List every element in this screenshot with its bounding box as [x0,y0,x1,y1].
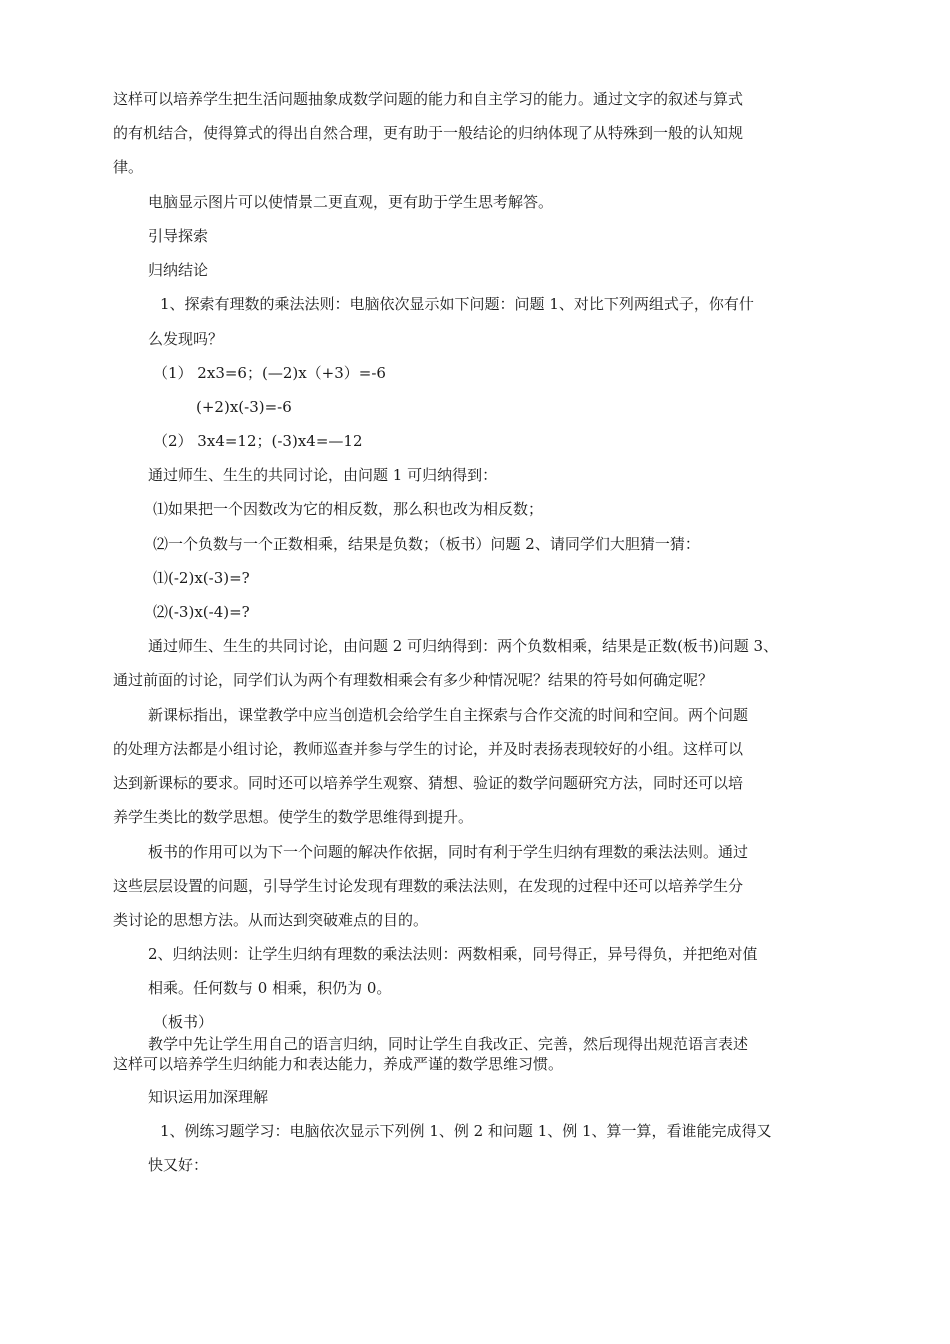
paragraph-line: 1、探索有理数的乘法法则：电脑依次显示如下问题：问题 1、对比下列两组式子，你有什 [160,295,754,313]
paragraph-line: 的有机结合，使得算式的得出自然合理，更有助于一般结论的归纳体现了从特殊到一般的认知规 [113,124,744,142]
paragraph-line: 通过师生、生生的共同讨论，由问题 2 可归纳得到：两个负数相乘，结果是正数(板书)问题 3、 [148,637,779,655]
paragraph-line: 这样可以培养学生把生活问题抽象成数学问题的能力和自主学习的能力。通过文字的叙述与算式 [113,90,744,108]
paragraph-line: 通过前面的讨论，同学们认为两个有理数相乘会有多少种情况呢？结果的符号如何确定呢？ [113,671,714,689]
board-note: （板书） [153,1013,214,1031]
section-heading: 知识运用加深理解 [148,1088,269,1106]
paragraph-line: 相乘。任何数与 0 相乘，积仍为 0。 [148,979,392,997]
paragraph-line: 通过师生、生生的共同讨论，由问题 1 可归纳得到： [148,466,498,484]
paragraph-line: 1、例练习题学习：电脑依次显示下列例 1、例 2 和问题 1、例 1、算一算，看谁能完成得又 [160,1122,772,1140]
formula-line: （1） 2x3=6；(—2)x（+3）=-6 [153,364,386,382]
paragraph-line: 板书的作用可以为下一个问题的解决作依据，同时有利于学生归纳有理数的乘法法则。通过 [148,843,749,861]
paragraph-line: 达到新课标的要求。同时还可以培养学生观察、猜想、验证的数学问题研究方法，同时还可以培 [113,774,744,792]
paragraph-line: 电脑显示图片可以使情景二更直观，更有助于学生思考解答。 [148,193,554,211]
list-item: ⑵一个负数与一个正数相乘，结果是负数；（板书）问题 2、请同学们大胆猜一猜： [153,535,700,553]
paragraph-line: 新课标指出，课堂教学中应当创造机会给学生自主探索与合作交流的时间和空间。两个问题 [148,706,749,724]
paragraph-line: 快又好： [148,1156,209,1174]
section-heading: 归纳结论 [148,261,209,279]
list-item: ⑴如果把一个因数改为它的相反数，那么积也改为相反数； [153,500,544,518]
formula-line: (+2)x(-3)=-6 [196,398,292,416]
paragraph-line: 的处理方法都是小组讨论，教师巡查并参与学生的讨论，并及时表扬表现较好的小组。这样可以 [113,740,744,758]
paragraph-line: 么发现吗？ [148,330,224,348]
formula-line: ⑵(-3)x(-4)=? [153,603,250,621]
section-heading: 引导探索 [148,227,209,245]
paragraph-line: 这样可以培养学生归纳能力和表达能力，养成严谨的数学思维习惯。 [113,1055,564,1073]
paragraph-line: 类讨论的思想方法。从而达到突破难点的目的。 [113,911,429,929]
paragraph-line: 2、归纳法则：让学生归纳有理数的乘法法则：两数相乘，同号得正，异号得负，并把绝对值 [148,945,758,963]
paragraph-line: 律。 [113,158,144,176]
paragraph-line: 这些层层设置的问题，引导学生讨论发现有理数的乘法法则，在发现的过程中还可以培养学生分 [113,877,744,895]
paragraph-line: 养学生类比的数学思想。使学生的数学思维得到提升。 [113,808,474,826]
formula-line: ⑴(-2)x(-3)=? [153,569,250,587]
paragraph-line: 教学中先让学生用自己的语言归纳，同时让学生自我改正、完善，然后现得出规范语言表述 [148,1035,749,1053]
formula-line: （2） 3x4=12；(-3)x4=—12 [153,432,363,450]
